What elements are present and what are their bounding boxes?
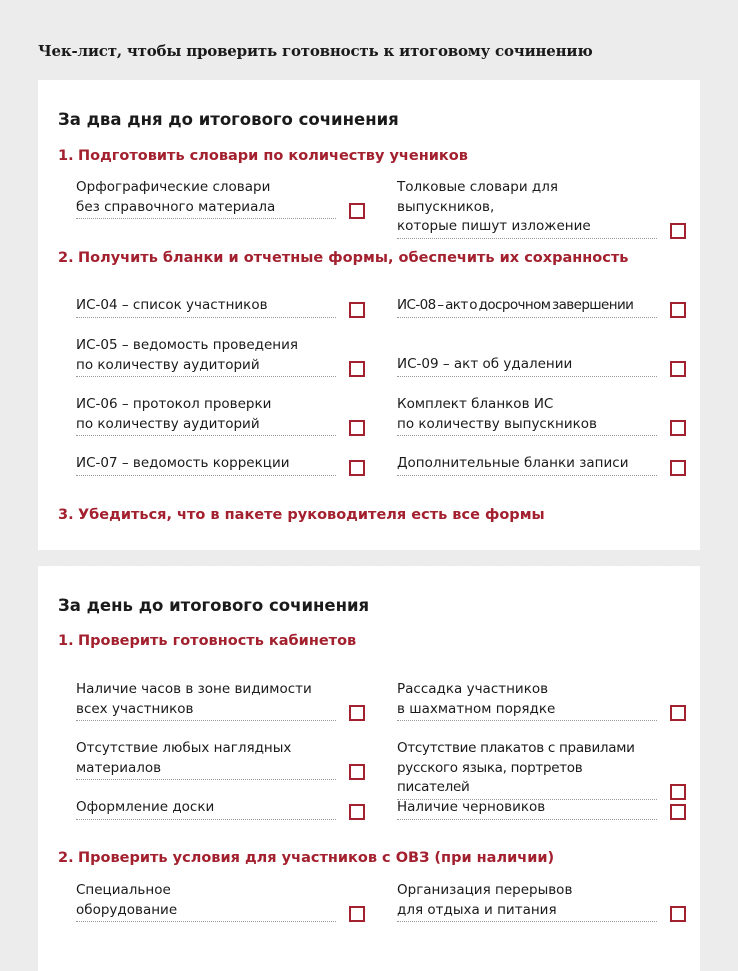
checklist-item[interactable] [76, 680, 365, 721]
section-number: 1. [58, 633, 74, 649]
checklist-item[interactable] [76, 739, 365, 780]
checkbox[interactable] [349, 705, 365, 721]
checklist-item[interactable] [76, 296, 365, 318]
item-label: Рассадка участников в шахматном порядке [397, 680, 657, 721]
item-label: ИС-08 – акт о досрочном завершении [397, 296, 657, 318]
checklist-item[interactable] [76, 336, 365, 377]
checklist-item[interactable] [76, 178, 365, 219]
checklist-item[interactable] [397, 296, 686, 318]
checklist-item[interactable] [76, 395, 365, 436]
checklist-item[interactable] [76, 454, 365, 476]
checkbox[interactable] [670, 361, 686, 377]
card-heading: За день до итогового сочинения [58, 596, 370, 615]
section-number: 3. [58, 507, 74, 523]
item-label: Орфографические словари без справочного материала [76, 178, 336, 219]
checkbox[interactable] [670, 302, 686, 318]
checkbox[interactable] [349, 203, 365, 219]
section-heading [58, 633, 356, 649]
section-title: Проверить готовность кабинетов [78, 633, 357, 649]
section-title: Получить бланки и отчетные формы, обеспечить их сохранность [78, 250, 629, 266]
item-label: ИС-09 – акт об удалении [397, 355, 657, 377]
section-number: 1. [58, 148, 74, 164]
item-label: Комплект бланков ИС по количеству выпускников [397, 395, 657, 436]
item-label: ИС-04 – список участников [76, 296, 336, 318]
section-number: 2. [58, 250, 74, 266]
item-label: Организация перерывов для отдыха и питания [397, 881, 657, 922]
checkbox[interactable] [349, 460, 365, 476]
section-title: Подготовить словари по количеству учеников [78, 148, 468, 164]
item-label: Оформление доски [76, 798, 336, 820]
section-heading [58, 850, 554, 866]
section-heading [58, 250, 628, 266]
item-label: Наличие черновиков [397, 798, 657, 820]
section-number: 2. [58, 850, 74, 866]
card-heading: За два дня до итогового сочинения [58, 110, 399, 129]
item-label: Специальное оборудование [76, 881, 336, 922]
checklist-item[interactable] [76, 881, 365, 922]
item-label: ИС-05 – ведомость проведения по количеству аудиторий [76, 336, 336, 377]
page-title: Чек-лист, чтобы проверить готовность к итоговому сочинению [38, 42, 593, 60]
checklist-item[interactable] [397, 798, 686, 820]
checkbox[interactable] [670, 223, 686, 239]
card-two-days-before [38, 80, 700, 550]
checkbox[interactable] [349, 361, 365, 377]
section-title: Проверить условия для участников с ОВЗ (при наличии) [78, 850, 555, 866]
checkbox[interactable] [349, 906, 365, 922]
checkbox[interactable] [349, 804, 365, 820]
item-label: Дополнительные бланки записи [397, 454, 657, 476]
checklist-item[interactable] [397, 739, 686, 800]
checkbox[interactable] [349, 420, 365, 436]
checklist-item[interactable] [397, 881, 686, 922]
item-label: Наличие часов в зоне видимости всех участников [76, 680, 336, 721]
card-one-day-before [38, 566, 700, 971]
checklist-item[interactable] [397, 395, 686, 436]
checklist-item[interactable] [397, 680, 686, 721]
section-title: Убедиться, что в пакете руководителя есть все формы [78, 507, 545, 523]
checkbox[interactable] [670, 705, 686, 721]
checkbox[interactable] [349, 764, 365, 780]
checkbox[interactable] [349, 302, 365, 318]
item-label: Толковые словари для выпускников, которые пишут изложение [397, 178, 657, 239]
checklist-item[interactable] [397, 178, 686, 239]
item-label: ИС-06 – протокол проверки по количеству аудиторий [76, 395, 336, 436]
checklist-item[interactable] [397, 355, 686, 377]
item-label: Отсутствие любых наглядных материалов [76, 739, 336, 780]
item-label: ИС-07 – ведомость коррекции [76, 454, 336, 476]
checkbox[interactable] [670, 460, 686, 476]
section-heading [58, 507, 545, 523]
checkbox[interactable] [670, 420, 686, 436]
item-label: Отсутствие плакатов с правилами русского языка, портретов писателей [397, 739, 657, 800]
checklist-item[interactable] [397, 454, 686, 476]
section-heading [58, 148, 468, 164]
checkbox[interactable] [670, 804, 686, 820]
checklist-item[interactable] [76, 798, 365, 820]
checkbox[interactable] [670, 906, 686, 922]
